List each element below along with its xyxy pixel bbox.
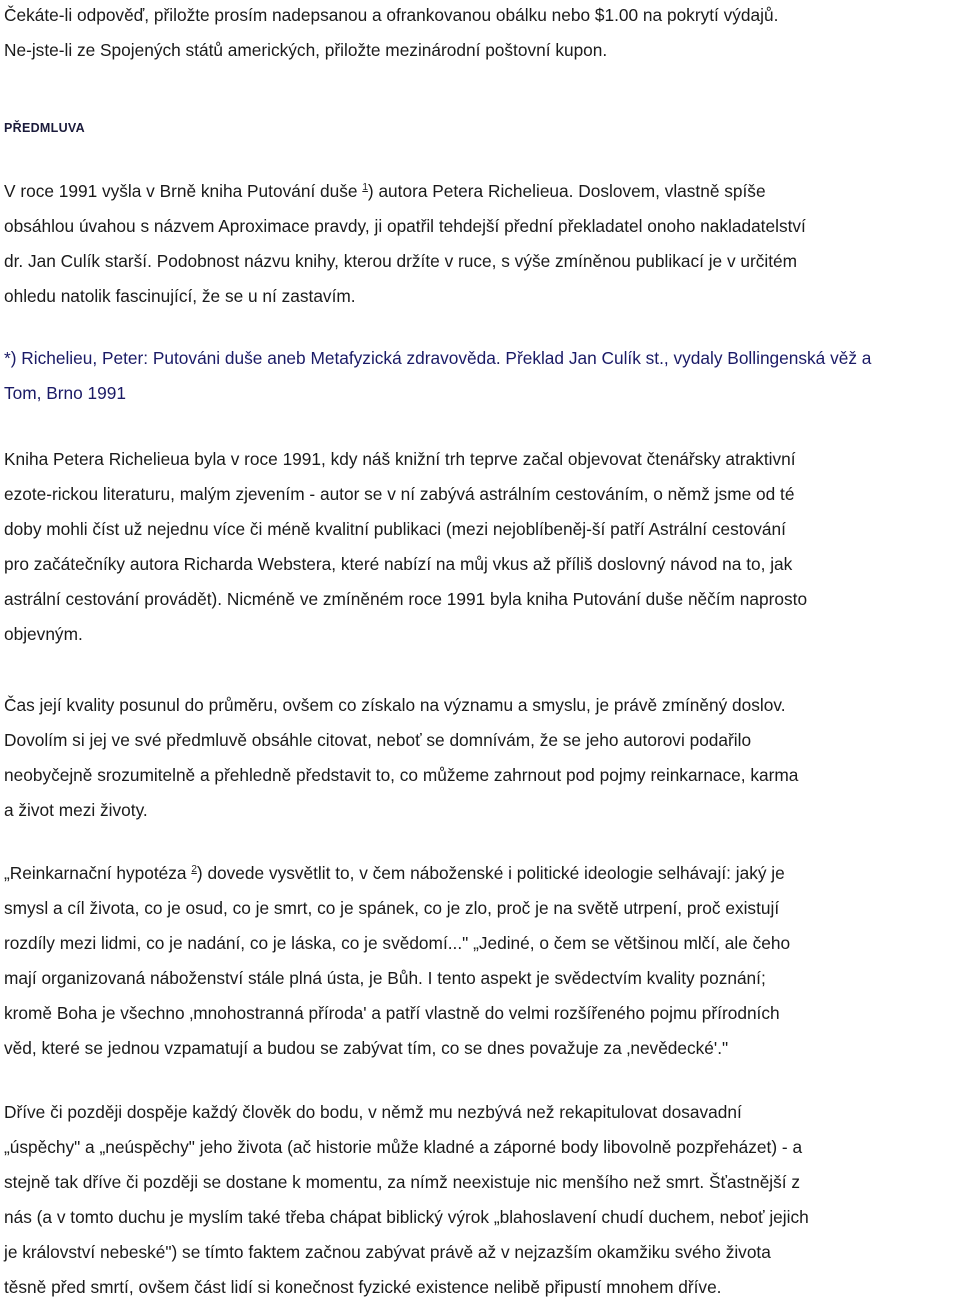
paragraph-line: objevným. [4, 624, 83, 644]
paragraph-text: ) dovede vysvětlit to, v čem náboženské i politické ideologie selhávají: jaký je [196, 863, 785, 883]
paragraph-line: astrální cestování provádět). Nicméně ve zmíněném roce 1991 byla kniha Putování duše něčím naprosto [4, 589, 808, 609]
footnote-line: *) Richelieu, Peter: Putováni duše aneb Metafyzická zdravověda. Překlad Jan Culík st., vydaly Bollingenská věž a [4, 348, 872, 368]
paragraph-line: Dovolím si jej ve své předmluvě obsáhle citovat, neboť se domnívám, že se jeho autorovi podařilo [4, 730, 752, 750]
paragraph-3 [4, 688, 798, 828]
footnote-line: Tom, Brno 1991 [4, 383, 126, 403]
paragraph-line: neobyčejně srozumitelně a přehledně představit to, co můžeme zahrnout pod pojmy reinkarnace, karma [4, 765, 799, 785]
intro-paragraph [4, 0, 778, 68]
paragraph-text: ) autora Petera Richelieua. Doslovem, vlastně spíše [367, 181, 766, 201]
paragraph-5 [4, 1095, 809, 1305]
paragraph-line: dr. Jan Culík starší. Podobnost názvu knihy, kterou držíte v ruce, s výše zmíněnou publikací je v určitém [4, 251, 798, 271]
paragraph-line: pro začátečníky autora Richarda Webstera, které nabízí na můj vkus až příliš doslovný návod na to, jak [4, 554, 793, 574]
paragraph-text: „Reinkarnační hypotéza [4, 863, 192, 883]
paragraph-line: ohledu natolik fascinující, že se u ní zastavím. [4, 286, 356, 306]
paragraph-line: věd, které se jednou vzpamatují a budou se zabývat tím, co se dnes považuje za ‚nevědecké'." [4, 1038, 729, 1058]
paragraph-line: smysl a cíl života, co je osud, co je smrt, co je spánek, co je zlo, proč je na světě utrpení, proč existují [4, 898, 780, 918]
paragraph-line: nás (a v tomto duchu je myslím také třeba chápat biblický výrok „blahoslavení chudí duchem, neboť jejich [4, 1207, 809, 1227]
paragraph-line: těsně před smrtí, ovšem část lidí si konečnost fyzické existence nelibě připustí mnohem dříve. [4, 1277, 722, 1297]
footnote [4, 341, 871, 411]
paragraph-line: „úspěchy" a „neúspěchy" jeho života (ač historie může kladné a záporné body libovolně pozpřeházet) - a [4, 1137, 803, 1157]
paragraph-line: je království nebeské") se tímto faktem začnou zabývat právě až v nejzazším okamžiku svého života [4, 1242, 771, 1262]
paragraph-line: Dříve či později dospěje každý člověk do bodu, v němž mu nezbývá než rekapitulovat dosavadní [4, 1102, 742, 1122]
paragraph-text: V roce 1991 vyšla v Brně kniha Putování duše [4, 181, 363, 201]
footnote-ref-1[interactable]: 1 [362, 182, 368, 194]
paragraph-line: Čas její kvality posunul do průměru, ovšem co získalo na významu a smyslu, je právě zmíněný doslov. [4, 695, 786, 715]
paragraph-2 [4, 442, 807, 652]
paragraph-line: kromě Boha je všechno ‚mnohostranná příroda' a patří vlastně do velmi rozšířeného pojmu přírodních [4, 1003, 780, 1023]
paragraph-line: doby mohli číst už nejednu více či méně kvalitní publikaci (mezi nejoblíbeněj-ší patří Astrální cestování [4, 519, 786, 539]
intro-line: Čekáte-li odpověď, přiložte prosím nadepsanou a ofrankovanou obálku nebo $1.00 na pokrytí výdajů. [4, 5, 779, 25]
paragraph-line [4, 856, 790, 891]
paragraph-line: rozdíly mezi lidmi, co je nadání, co je láska, co je svědomí..." „Jediné, o čem se většinou mlčí, ale čeho [4, 933, 791, 953]
paragraph-line: obsáhlou úvahou s názvem Aproximace pravdy, ji opatřil tehdejší přední překladatel onoho nakladatelství [4, 216, 806, 236]
paragraph-line: ezote-rickou literaturu, malým zjevením - autor se v ní zabývá astrálním cestováním, o němž jsme od té [4, 484, 795, 504]
intro-line: Ne-jste-li ze Spojených států amerických, přiložte mezinárodní poštovní kupon. [4, 40, 608, 60]
paragraph-line: Kniha Petera Richelieua byla v roce 1991, kdy náš knižní trh teprve začal objevovat čtenářsky atraktivní [4, 449, 796, 469]
paragraph-line: stejně tak dříve či později se dostane k momentu, za nímž neexistuje nic menšího než smrt. Šťastnější z [4, 1172, 801, 1192]
paragraph-1 [4, 174, 806, 314]
paragraph-4 [4, 856, 790, 1066]
paragraph-line: a život mezi životy. [4, 800, 148, 820]
paragraph-line: mají organizovaná náboženství stále plná ústa, je Bůh. I tento aspekt je svědectvím kvality poznání; [4, 968, 766, 988]
footnote-ref-2[interactable]: 2 [191, 864, 197, 876]
paragraph-line [4, 174, 806, 209]
section-heading: PŘEDMLUVA [4, 121, 85, 135]
